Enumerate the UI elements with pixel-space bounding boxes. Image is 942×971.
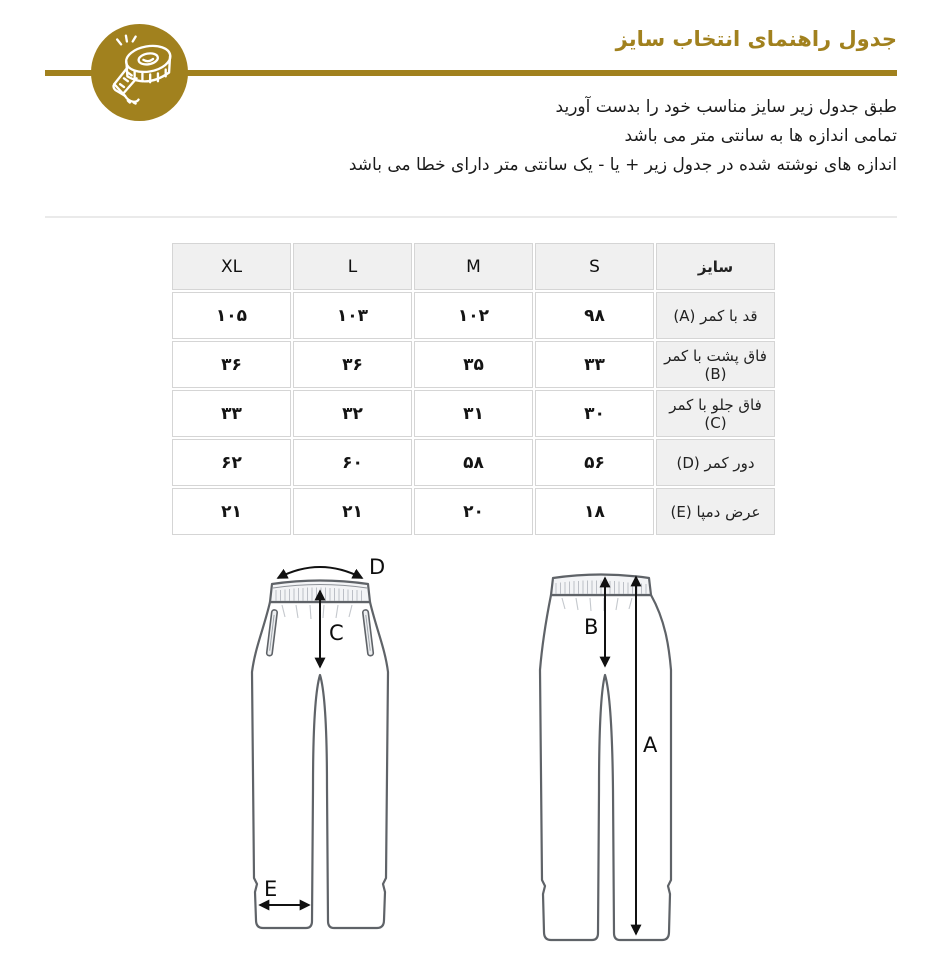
row-label-e: عرض دمپا (E) — [656, 488, 775, 535]
cell-b-l: ۳۶ — [293, 341, 412, 388]
size-header-l: L — [293, 243, 412, 290]
measure-arrow-d — [278, 567, 362, 578]
pants-back-diagram — [538, 548, 742, 960]
size-table-corner-label: سایز — [656, 243, 775, 290]
size-table — [170, 241, 777, 537]
cell-d-s: ۵۶ — [535, 439, 654, 486]
pants-front-diagram — [238, 548, 442, 960]
intro-line-3: اندازه های نوشته شده در جدول زیر + یا - یک سانتی متر دارای خطا می باشد — [348, 155, 897, 175]
measure-label-e: E — [264, 877, 278, 901]
size-table-header-row — [172, 243, 775, 290]
cell-c-xl: ۳۳ — [172, 390, 291, 437]
measuring-tape-icon — [91, 24, 188, 121]
table-row — [172, 292, 775, 339]
cell-d-l: ۶۰ — [293, 439, 412, 486]
row-label-d: دور کمر (D) — [656, 439, 775, 486]
row-label-b: فاق پشت با کمر (B) — [656, 341, 775, 388]
cell-a-m: ۱۰۲ — [414, 292, 533, 339]
cell-a-s: ۹۸ — [535, 292, 654, 339]
table-row — [172, 341, 775, 388]
size-header-xl: XL — [172, 243, 291, 290]
size-header-s: S — [535, 243, 654, 290]
measure-label-a: A — [643, 733, 658, 757]
cell-b-s: ۳۳ — [535, 341, 654, 388]
cell-c-s: ۳۰ — [535, 390, 654, 437]
cell-e-xl: ۲۱ — [172, 488, 291, 535]
table-row — [172, 439, 775, 486]
measure-label-b: B — [584, 615, 599, 639]
cell-c-l: ۳۲ — [293, 390, 412, 437]
size-header-m: M — [414, 243, 533, 290]
cell-a-xl: ۱۰۵ — [172, 292, 291, 339]
table-row — [172, 390, 775, 437]
cell-c-m: ۳۱ — [414, 390, 533, 437]
cell-e-m: ۲۰ — [414, 488, 533, 535]
intro-text — [277, 93, 897, 180]
measure-label-c: C — [329, 621, 344, 645]
cell-e-s: ۱۸ — [535, 488, 654, 535]
table-row — [172, 488, 775, 535]
cell-b-xl: ۳۶ — [172, 341, 291, 388]
row-label-c: فاق جلو با کمر (C) — [656, 390, 775, 437]
cell-d-m: ۵۸ — [414, 439, 533, 486]
section-divider — [45, 216, 897, 218]
intro-line-2: تمامی اندازه ها به سانتی متر می باشد — [624, 126, 897, 146]
cell-e-l: ۲۱ — [293, 488, 412, 535]
page-title: جدول راهنمای انتخاب سایز — [615, 27, 897, 51]
cell-a-l: ۱۰۳ — [293, 292, 412, 339]
cell-b-m: ۳۵ — [414, 341, 533, 388]
measure-label-d: D — [369, 555, 386, 579]
intro-line-1: طبق جدول زیر سایز مناسب خود را بدست آورید — [555, 97, 897, 117]
row-label-a: قد با کمر (A) — [656, 292, 775, 339]
cell-d-xl: ۶۲ — [172, 439, 291, 486]
